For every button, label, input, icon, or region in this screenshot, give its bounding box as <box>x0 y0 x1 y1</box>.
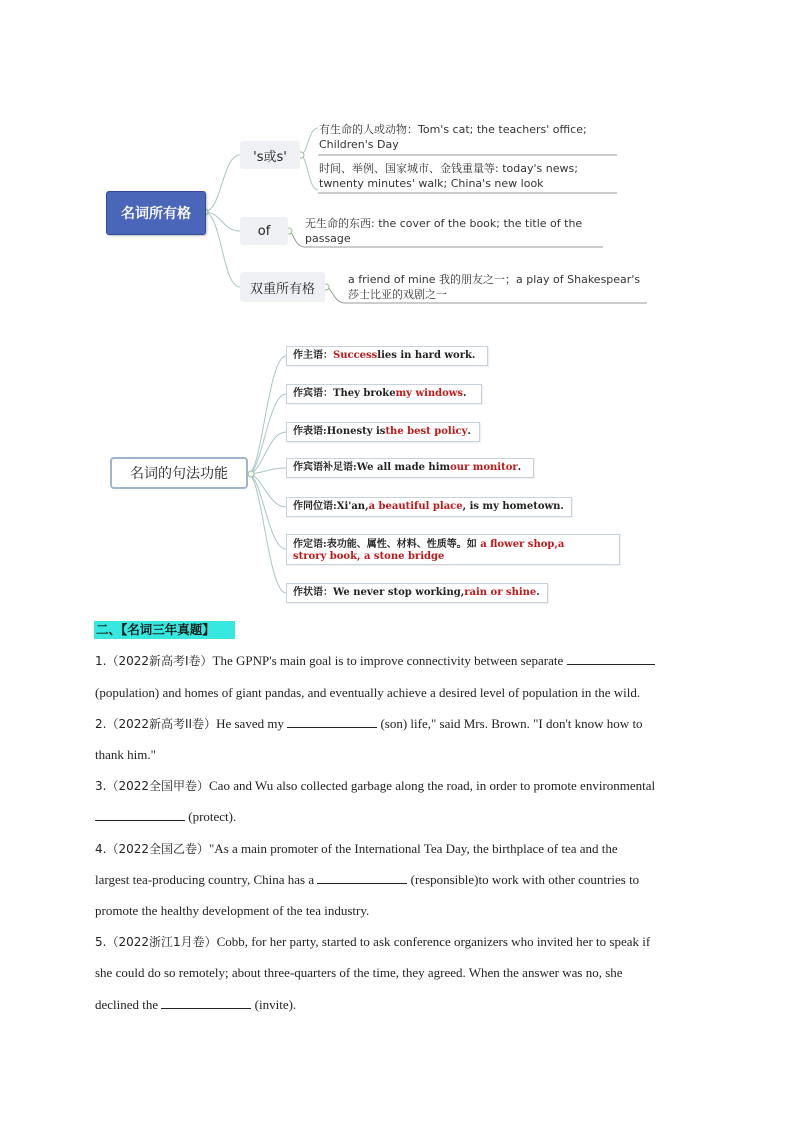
exercise-5-line-3: declined the (invite). <box>95 997 297 1012</box>
exercise-5-line-2: she could do so remotely; about three-quarters of the time, they agreed. When the answer was no, she <box>95 965 623 980</box>
function-node-adverbial: 作状语： We never stop working, rain or shine . <box>286 583 548 603</box>
function-node-object: 作宾语： They broke my windows . <box>286 384 482 404</box>
branch-node-apostrophe-s: 's或s' <box>240 141 300 169</box>
function-node-subject: 作主语： Success lies in hard work. <box>286 346 488 366</box>
function-node-object-complement: 作宾语补足语: We all made him our monitor . <box>286 458 534 478</box>
leaf-text: a friend of mine 我的朋友之一；a play of Shakespear's 莎士比亚的戏剧之一 <box>348 273 641 301</box>
function-node-predicative: 作表语: Honesty is the best policy . <box>286 422 480 442</box>
function-node-appositive: 作同位语: Xi'an, a beautiful place , is my hometown. <box>286 497 572 517</box>
exercise-1-line-1: 1.（2022新高考I卷）The GPNP's main goal is to improve connectivity between separate <box>95 652 705 670</box>
connector-line <box>204 155 240 212</box>
section-title: 二、【名词三年真题】 <box>94 621 235 639</box>
exercise-2-line-1: 2.（2022新高考II卷）He saved my (son) life," said Mrs. Brown. "I don't know how to <box>95 716 643 731</box>
answer-blank[interactable] <box>317 871 407 884</box>
answer-blank[interactable] <box>95 808 185 821</box>
exercise-3-line-1: 3.（2022全国甲卷）Cao and Wu also collected garbage along the road, in order to promote environmental <box>95 778 656 793</box>
answer-blank[interactable] <box>287 715 377 728</box>
leaf-text: 时间、举例、国家城市、金钱重量等: today's news; twnenty minutes' walk; China's new look <box>319 162 578 190</box>
connector-line <box>204 212 240 287</box>
exercise-4-line-2: largest tea-producing country, China has a (responsible)to work with other countries to <box>95 872 640 887</box>
function-node-attributive: 作定语:表功能、属性、材料、性质等。如 a flower shop,a strory book, a stone bridge <box>286 534 620 565</box>
leaf-text: 无生命的东西: the cover of the book; the title of the passage <box>305 217 583 245</box>
answer-blank[interactable] <box>567 652 655 665</box>
exercise-4-line-3: promote the healthy development of the tea industry. <box>95 903 370 918</box>
mindmap-root-possessive: 名词所有格 <box>106 191 206 235</box>
exercise-1-line-2: (population) and homes of giant pandas, and eventually achieve a desired level of population in the wild. <box>95 685 641 700</box>
branch-node-double-possessive: 双重所有格 <box>240 272 325 302</box>
branch-node-of: of <box>240 217 288 245</box>
mindmap-root-syntax-function: 名词的句法功能 <box>110 457 248 489</box>
exercise-5-line-1: 5.（2022浙江1月卷）Cobb, for her party, started to ask conference organizers who invited her to speak if <box>95 934 651 949</box>
exercise-2-line-2: thank him." <box>95 747 156 762</box>
answer-blank[interactable] <box>161 996 251 1009</box>
exercise-3-line-2: (protect). <box>95 808 705 826</box>
exercise-4-line-1: 4.（2022全国乙卷）"As a main promoter of the International Tea Day, the birthplace of tea and the <box>95 841 618 856</box>
leaf-text: 有生命的人或动物：Tom's cat; the teachers' office; Children's Day <box>319 123 587 151</box>
